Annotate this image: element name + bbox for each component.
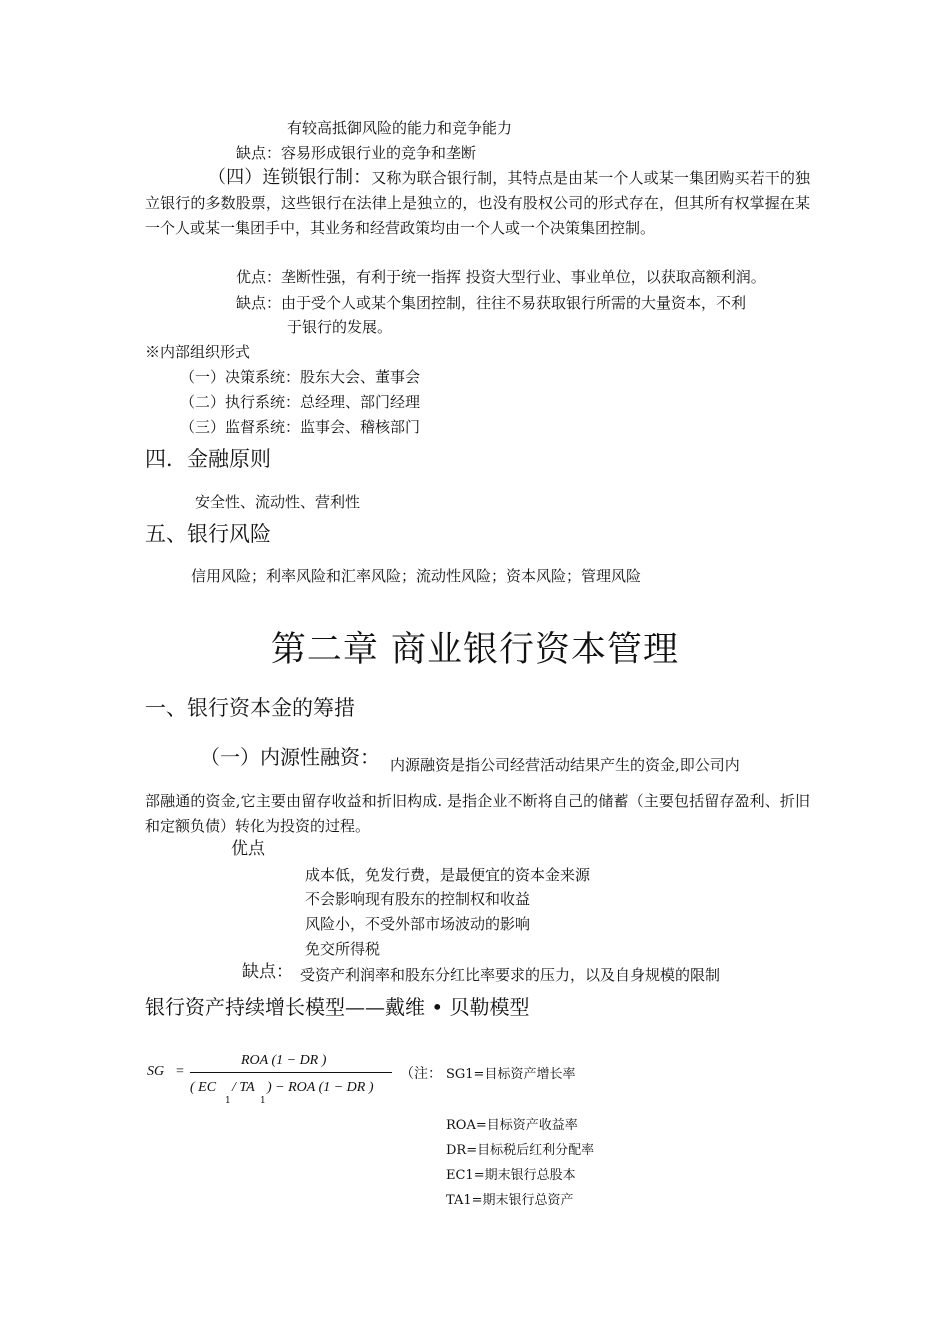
advantage-item: 免交所得税 [305,940,381,958]
chain-advantage: 优点：垄断性强，有利于统一指挥 投资大型行业、事业单位，以获取高额利润。 [236,268,766,286]
formula-denominator-open: ( EC [190,1080,217,1095]
chain-disadvantage-line2: 于银行的发展。 [287,318,393,336]
previous-disadvantage: 缺点：容易形成银行业的竞争和垄断 [236,144,477,162]
formula-definition: ROA=目标资产收益率 [446,1118,578,1133]
formula-denominator-mid: / TA [232,1080,255,1095]
formula-definition: SG1=目标资产增长率 [446,1067,576,1082]
chapter-title: 第二章 商业银行资本管理 [270,630,680,670]
internal-financing-body-line1: 内源融资是指公司经营活动结果产生的资金,即公司内 [390,756,740,774]
principles-heading: 四．金融原则 [145,447,271,471]
disadvantages-body: 受资产利润率和股东分红比率要求的压力，以及自身规模的限制 [300,966,721,984]
formula-definition: TA1=期末银行总资产 [446,1193,574,1208]
formula-note-open: （注： [400,1066,442,1082]
advantage-item: 风险小，不受外部市场波动的影响 [305,915,531,933]
internal-org-item: （三）监督系统：监事会、稽核部门 [180,418,421,436]
principles-body: 安全性、流动性、营利性 [195,493,361,511]
disadvantages-label: 缺点： [242,962,293,982]
internal-org-item: （一）决策系统：股东大会、董事会 [180,368,421,386]
advantages-label: 优点 [231,839,265,859]
advantage-item: 成本低，免发行费，是最便宜的资本金来源 [305,866,591,884]
advantage-item: 不会影响现有股东的控制权和收益 [305,890,531,908]
formula-numerator: ROA (1 − DR ) [241,1053,327,1068]
chain-banking-paragraph [145,165,810,241]
formula-lhs: SG [147,1064,165,1079]
internal-financing-title: （一）内源性融资： [200,745,380,769]
capital-heading: 一、银行资本金的筹措 [145,696,355,720]
chain-banking-body: 又称为联合银行制，其特点是由某一个人或某一集团购买若干的独立银行的多数股票，这些银行在法律上是独立的，也没有股权公司的形式存在，但其所有权掌握在某一个人或某一集团手中，其业务和经营政策均由一个人或一个决策集团控制。 [145,169,810,237]
formula-definition: EC1=期末银行总股本 [446,1168,576,1183]
risks-heading: 五、银行风险 [145,522,271,546]
formula-subscript: 1 [260,1096,266,1106]
formula-denominator-rest: ) − ROA (1 − DR ) [267,1080,374,1095]
formula-definition: DR=目标税后红利分配率 [446,1143,595,1158]
internal-financing-body-line2: 部融通的资金,它主要由留存收益和折旧构成. 是指企业不断将自己的储蓄（主要包括留存盈利、折旧和定额负债）转化为投资的过程。 [145,792,810,835]
chain-banking-title: （四）连锁银行制： [208,167,372,188]
internal-org-title: ※内部组织形式 [145,343,251,361]
growth-model-title: 银行资产持续增长模型——戴维 • 贝勒模型 [145,995,530,1019]
internal-org-item: （二）执行系统：总经理、部门经理 [180,393,421,411]
chain-disadvantage-line1: 缺点：由于受个人或某个集团控制，往往不易获取银行所需的大量资本，不利 [236,294,747,312]
formula-equals: = [176,1064,184,1079]
formula-subscript: 1 [225,1096,231,1106]
fraction-bar [190,1072,392,1073]
risks-body: 信用风险；利率风险和汇率风险；流动性风险；资本风险；管理风险 [191,567,642,585]
advantage-continuation: 有较高抵御风险的能力和竞争能力 [287,119,513,137]
